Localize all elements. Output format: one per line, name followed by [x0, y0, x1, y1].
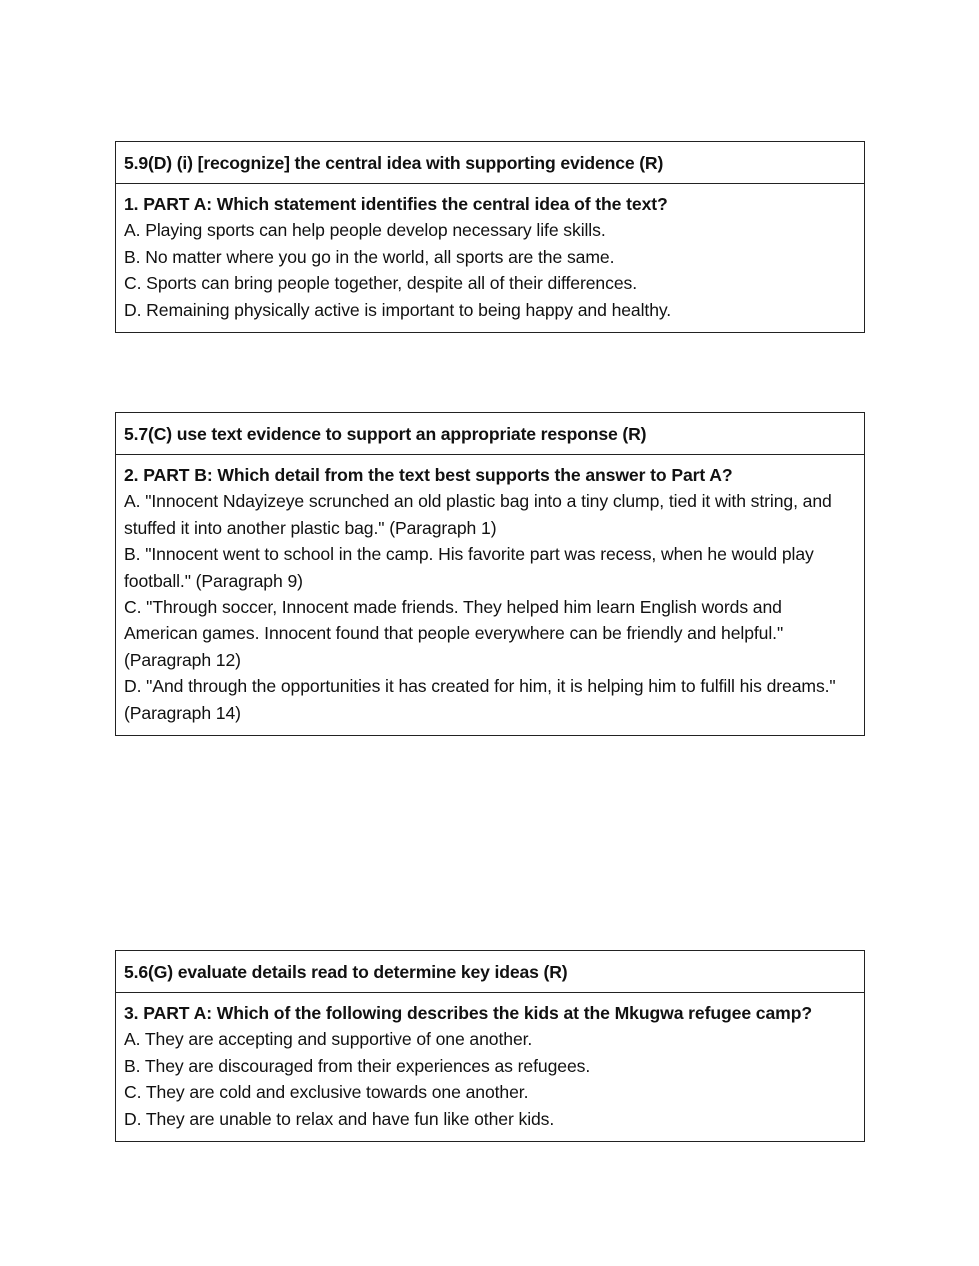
question-table-3 — [115, 950, 865, 1142]
question-stem: 3. PART A: Which of the following describes the kids at the Mkugwa refugee camp? — [124, 1003, 813, 1023]
question-table-2 — [115, 412, 865, 736]
answer-option-d: D. They are unable to relax and have fun like other kids. — [124, 1108, 555, 1129]
answer-option-b: B. They are discouraged from their experiences as refugees. — [124, 1055, 591, 1076]
answer-option-d: D. Remaining physically active is important to being happy and healthy. — [124, 299, 672, 320]
question-stem: 2. PART B: Which detail from the text best supports the answer to Part A? — [124, 465, 733, 485]
answer-option-d: D. "And through the opportunities it has created for him, it is helping him to fulfill his dreams." (Paragraph 14) — [124, 676, 836, 723]
answer-option-b: B. "Innocent went to school in the camp. His favorite part was recess, when he would play football." (Paragraph 9) — [124, 544, 814, 591]
standard-header: 5.7(C) use text evidence to support an appropriate response (R) — [116, 413, 864, 455]
answer-option-a: A. Playing sports can help people develop necessary life skills. — [124, 220, 606, 241]
question-body — [116, 184, 864, 332]
answer-option-c: C. "Through soccer, Innocent made friends. They helped him learn English words and American games. Innocent found that people everywhere can be friendly and helpful." (Paragraph 12) — [124, 597, 784, 670]
answer-option-b: B. No matter where you go in the world, all sports are the same. — [124, 246, 615, 267]
answer-option-c: C. Sports can bring people together, despite all of their differences. — [124, 273, 637, 294]
question-body — [116, 455, 864, 735]
answer-option-a: A. They are accepting and supportive of one another. — [124, 1029, 533, 1050]
standard-header: 5.6(G) evaluate details read to determine key ideas (R) — [116, 951, 864, 993]
standard-header: 5.9(D) (i) [recognize] the central idea with supporting evidence (R) — [116, 142, 864, 184]
answer-option-c: C. They are cold and exclusive towards one another. — [124, 1082, 529, 1103]
question-body — [116, 993, 864, 1141]
answer-option-a: A. "Innocent Ndayizeye scrunched an old plastic bag into a tiny clump, tied it with string, and stuffed it into another plastic bag." (Paragraph 1) — [124, 491, 832, 538]
question-table-1 — [115, 141, 865, 333]
question-stem: 1. PART A: Which statement identifies the central idea of the text? — [124, 194, 668, 214]
